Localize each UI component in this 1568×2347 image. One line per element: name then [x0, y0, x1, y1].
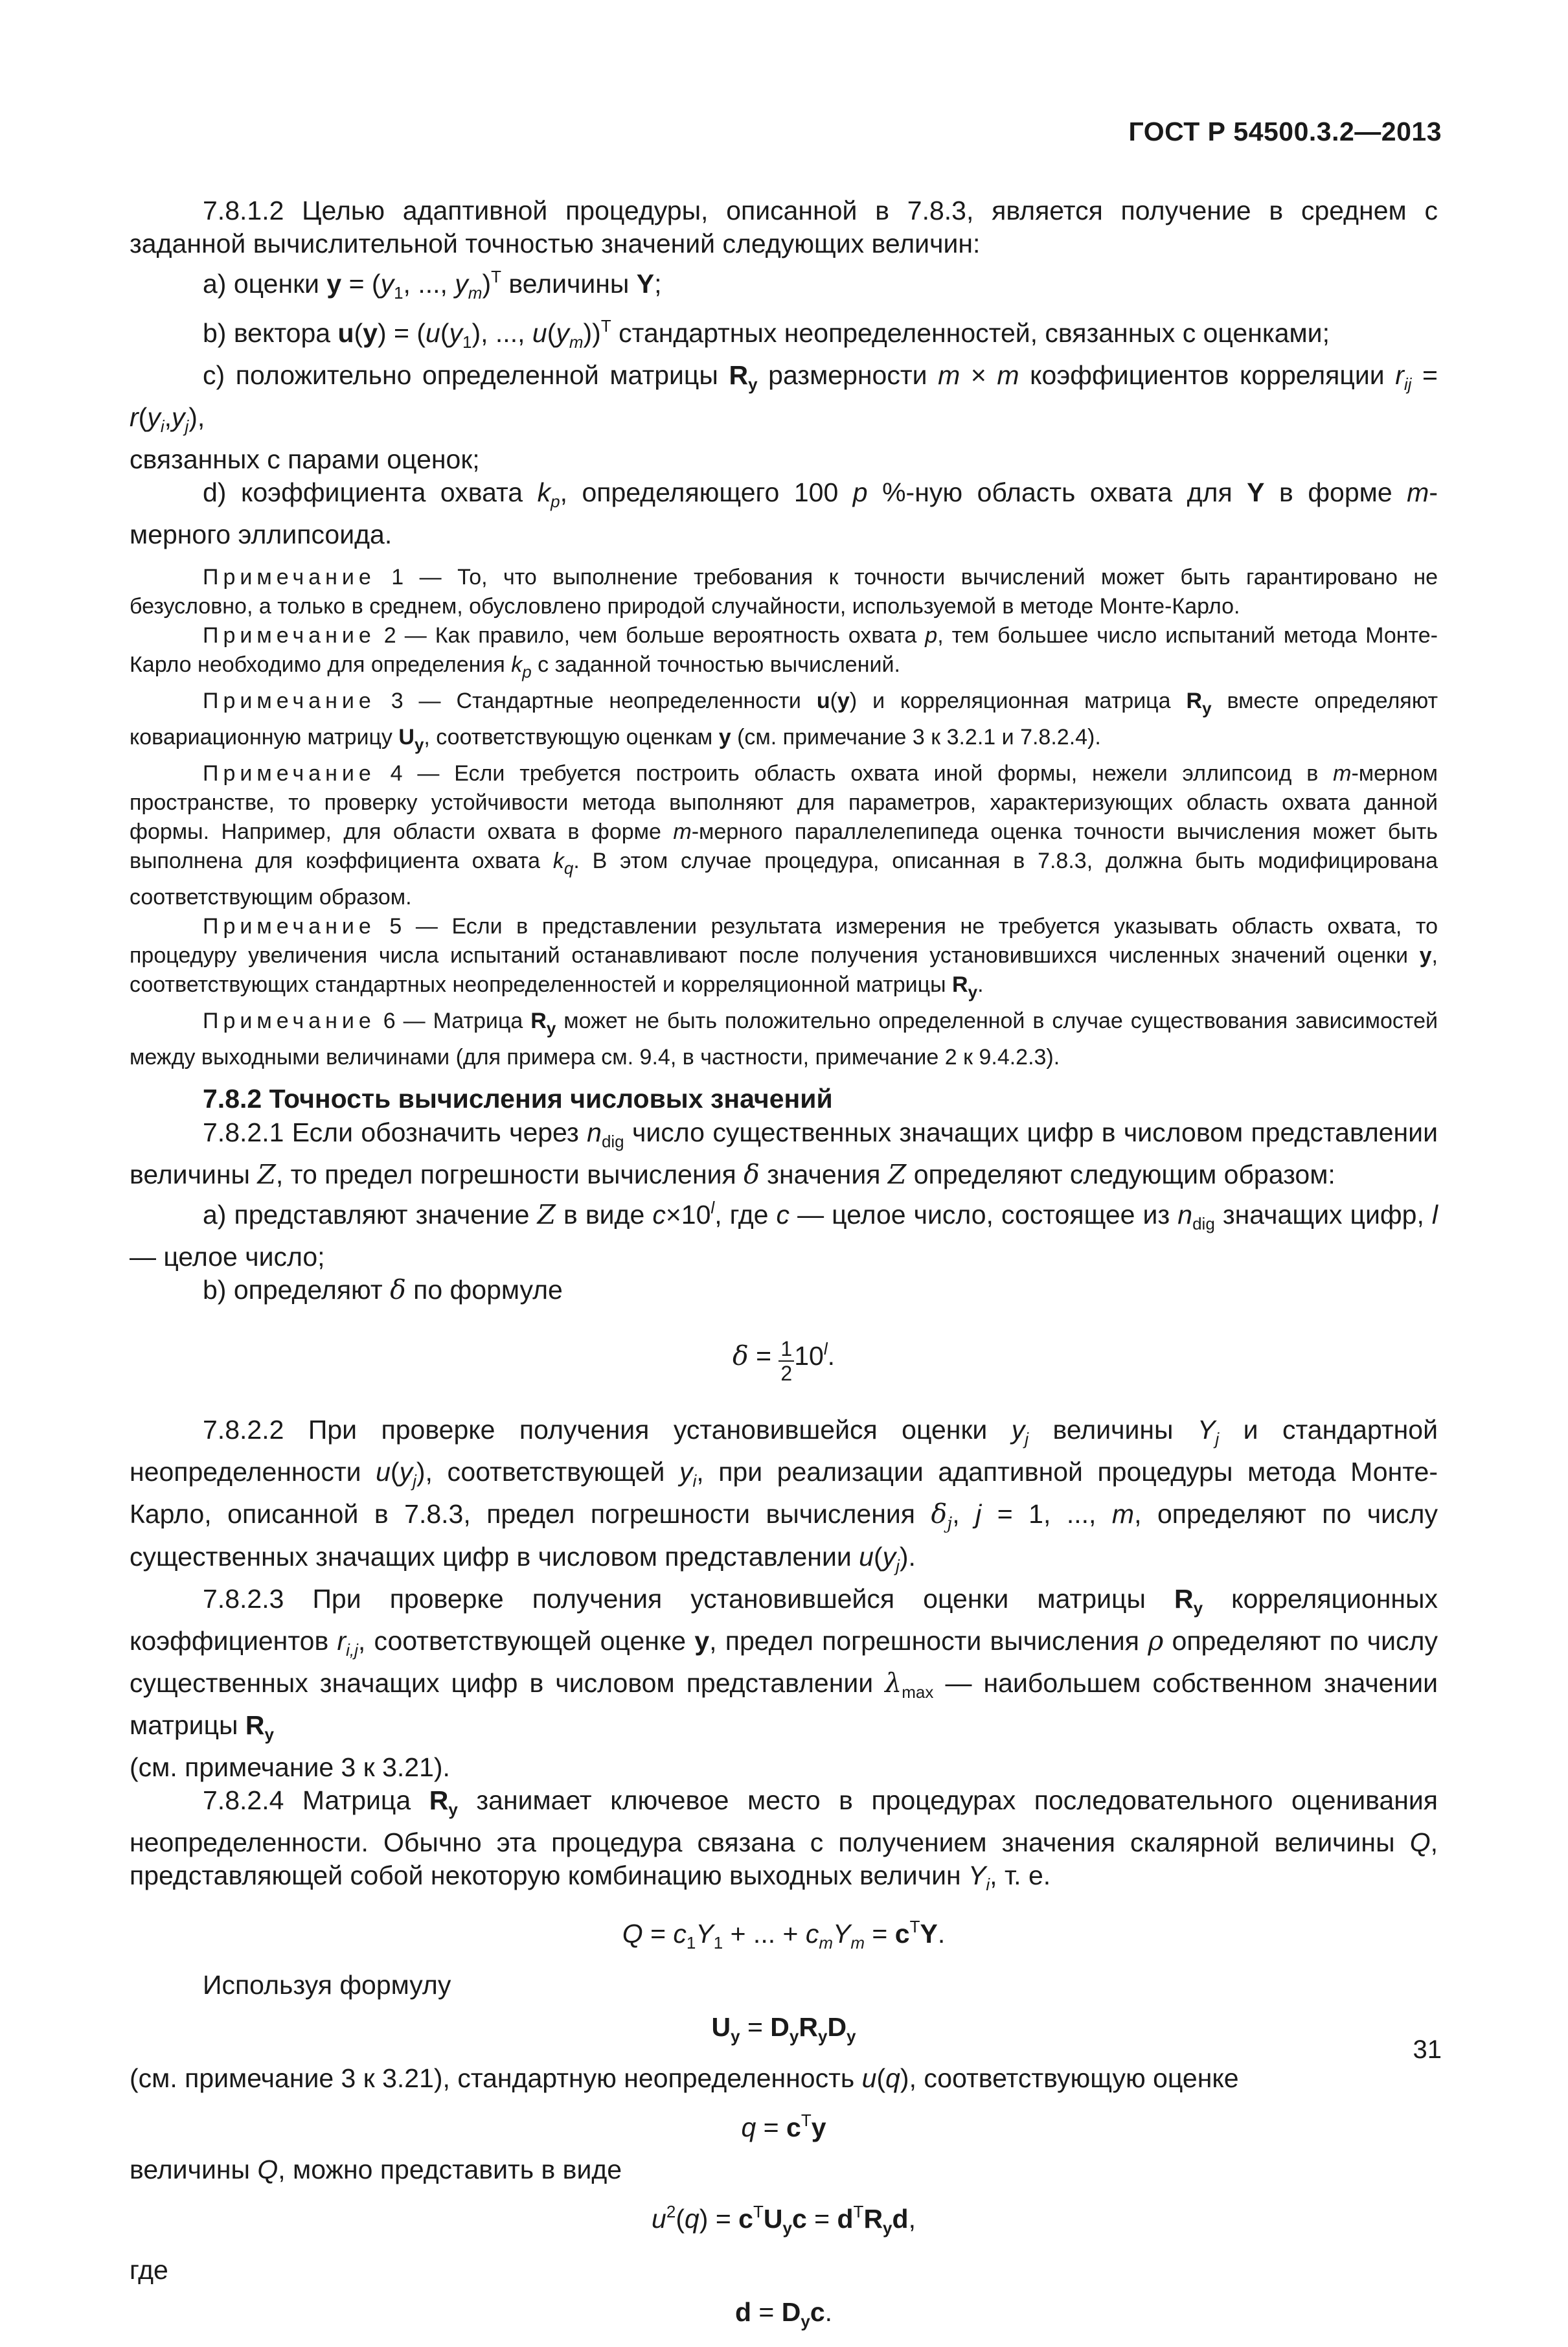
formula-delta: δ = $\frac{1}{2}$ 10$^l$.	[732, 1337, 835, 1385]
paragraph-7812-intro: 7.8.1.2 Целью адаптивной процедуры, описанной в 7.8.3, является получение в среднем с заданной вычислительной точностью значений следующих величин:	[130, 196, 1438, 258]
section-heading-782: 7.8.2 Точность вычисления числовых значений	[203, 1084, 833, 1114]
item-d: d) коэффициента охвата $k_p$, определяющего 100 p %-ную область охвата для Y в форме m-мерного эллипсоида.	[130, 477, 1438, 549]
note-6: Примечание 6 — Матрица $R_y$ может не быть положительно определенной в случае существования зависимостей между выходными величинами (для примера см. 9.4, в частности, примечание 2 к 9.4.2.3).	[130, 1009, 1438, 1070]
item-782-b: b) определяют δ по формуле	[203, 1274, 563, 1305]
item-a: a) оценки $y = (y_1$, ..., $y_m)^T$ величины Y;	[203, 267, 662, 303]
item-b: b) вектора $u(y) = (u(y_1)$, ..., $u(y_m))^T$ стандартных неопределенностей, связанных с оценками;	[203, 316, 1330, 352]
item-782-a: a) представляют значение Z в виде $c\times 10^l$, где c — целое число, состоящее из $n_{dig}$ значащих цифр, l — целое число;	[130, 1198, 1438, 1272]
item-c: c) положительно определенной матрицы $R_y$ размерности m × m коэффициентов корреляции $r_{ij} = r(y_i,y_j)$,	[130, 360, 1438, 436]
paragraph-see-note: (см. примечание 3 к 3.21), стандартную неопределенность u(q), соответствующую оценке	[130, 2063, 1239, 2093]
paragraph-7824: 7.8.2.4 Матрица $R_y$ занимает ключевое место в процедурах последовательного оценивания неопределенности. Обычно эта процедура связана с получением значения скалярной величины Q, представляющей собой некоторую комбинацию выходных величин $Y_i$, т. е.	[130, 1785, 1438, 1894]
formula-uy: $U_y = D_yR_yD_y$	[711, 2012, 856, 2046]
page-content	[130, 194, 1438, 2347]
note-4: Примечание 4 — Если требуется построить область охвата иной формы, нежели эллипсоид в m-мерном пространстве, то проверку устойчивости метода выполняют для параметров, характеризующих область охвата данной формы. Например, для области охвата в форме m-мерного параллелепипеда оценка точности вычисления может быть выполнена для коэффициента охвата $k_q$. В этом случае процедура, описанная в 7.8.3, должна быть модифицирована соответствующим образом.	[130, 761, 1438, 910]
formula-u2q: $u^2(q) = c^TU_yc = d^TR_yd$,	[652, 2202, 916, 2238]
formula-d: $d = D_yc$.	[734, 2297, 833, 2331]
paragraph-where: где	[130, 2255, 168, 2285]
paragraph-7822: 7.8.2.2 При проверке получения установившейся оценки $y_j$ величины $Y_j$ и стандартной неопределенности $u(y_j)$, соответствующей $y_i$, при реализации адаптивной процедуры метода Монте-Карло, описанной в 7.8.3, предел погрешности вычисления $\delta_j$, j = 1, ..., m, определяют по числу существенных значащих цифр в числовом представлении $u(y_j)$.	[130, 1415, 1438, 1575]
note-1: Примечание 1 — То, что выполнение требования к точности вычислений может быть гарантировано не безусловно, а только в среднем, обусловлено природой случайности, используемой в методе Монте-Карло.	[130, 565, 1438, 619]
page-number: 31	[1413, 2035, 1442, 2064]
document-code-header: ГОСТ Р 54500.3.2—2013	[1128, 117, 1442, 146]
formula-q-est: $q = c^Ty$	[741, 2111, 826, 2142]
note-5: Примечание 5 — Если в представлении результата измерения не требуется указывать область охвата, то процедуру увеличения числа испытаний останавливают после получения установившихся численных значений оценки y, соответствующих стандартных неопределенностей и корреляционной матрицы $R_y$.	[130, 914, 1438, 1002]
note-3: Примечание 3 — Стандартные неопределенности u(y) и корреляционная матрица $R_y$ вместе определяют ковариационную матрицу $U_y$, соответствующую оценкам y (см. примечание 3 к 3.2.1 и 7.8.2.4).	[130, 689, 1438, 754]
paragraph-7823-cont: (см. примечание 3 к 3.21).	[130, 1752, 450, 1782]
paragraph-7823: 7.8.2.3 При проверке получения установившейся оценки матрицы $R_y$ корреляционных коэффициентов $r_{i,j}$, соответствующей оценке y, предел погрешности вычисления ρ определяют по числу существенных значащих цифр в числовом представлении $\lambda_{max}$ — наибольшем собственном значении матрицы $R_y$	[130, 1584, 1438, 1744]
note-2: Примечание 2 — Как правило, чем больше вероятность охвата p, тем большее число испытаний метода Монте-Карло необходимо для определения $k_p$ с заданной точностью вычислений.	[130, 623, 1438, 681]
paragraph-using: Используя формулу	[203, 1970, 451, 2000]
formula-q: $Q = c_1Y_1$ + ... + $c_mY_m = c^TY$.	[622, 1917, 946, 1952]
paragraph-7821: 7.8.2.1 Если обозначить через $n_{dig}$ число существенных значащих цифр в числовом представлении величины Z, то предел погрешности вычисления δ значения Z определяют следующим образом:	[130, 1117, 1438, 1190]
paragraph-of-q: величины Q, можно представить в виде	[130, 2155, 622, 2184]
item-c-cont: связанных с парами оценок;	[130, 444, 480, 474]
